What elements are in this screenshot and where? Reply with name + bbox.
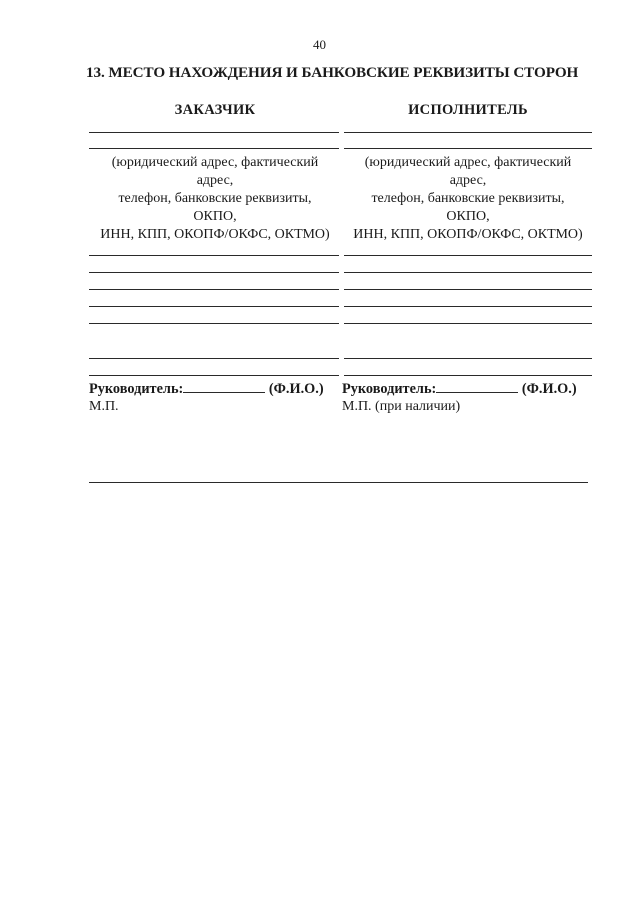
hint-line: ИНН, КПП, ОКОПФ/ОКФС, ОКТМО) (353, 227, 583, 242)
contractor-requisites-line-7 (344, 375, 592, 376)
contractor-head-label: Руководитель: (342, 381, 437, 397)
customer-signature-row (89, 381, 341, 398)
customer-seal-label: М.П. (89, 399, 119, 414)
contractor-requisites-line-2 (344, 272, 592, 273)
contractor-requisites-line-5 (344, 323, 592, 324)
hint-line: адрес, (449, 173, 487, 188)
contractor-requisites-line-6 (344, 358, 592, 359)
contractor-requisites-line-1 (344, 255, 592, 256)
bottom-separator-line (89, 482, 588, 483)
hint-line: телефон, банковские реквизиты, (371, 191, 565, 206)
contractor-name-line-1 (344, 132, 592, 133)
customer-requisites-line-3 (89, 289, 339, 290)
hint-line: ОКПО, (446, 209, 490, 224)
hint-line: (юридический адрес, фактический (364, 155, 572, 170)
customer-heading: ЗАКАЗЧИК (174, 102, 256, 118)
contractor-seal-label: М.П. (при наличии) (342, 399, 461, 414)
customer-requisites-hint (89, 154, 341, 244)
customer-requisites-line-4 (89, 306, 339, 307)
customer-requisites-line-2 (89, 272, 339, 273)
hint-line: телефон, банковские реквизиты, (118, 191, 312, 206)
contractor-heading: ИСПОЛНИТЕЛЬ (408, 102, 528, 118)
customer-name-line-1 (89, 132, 339, 133)
hint-line: ИНН, КПП, ОКОПФ/ОКФС, ОКТМО) (100, 227, 330, 242)
customer-requisites-line-5 (89, 323, 339, 324)
hint-line: адрес, (196, 173, 234, 188)
contractor-fio-label: (Ф.И.О.) (521, 381, 577, 397)
contractor-requisites-line-3 (344, 289, 592, 290)
contractor-requisites-line-4 (344, 306, 592, 307)
customer-signature-blank (183, 382, 265, 393)
customer-requisites-line-1 (89, 255, 339, 256)
hint-line: (юридический адрес, фактический (111, 155, 319, 170)
hint-line: ОКПО, (193, 209, 237, 224)
contractor-requisites-hint (342, 154, 594, 244)
customer-fio-label: (Ф.И.О.) (268, 381, 324, 397)
customer-head-label: Руководитель: (89, 381, 184, 397)
customer-requisites-line-7 (89, 375, 339, 376)
contractor-signature-blank (436, 382, 518, 393)
contractor-name-line-2 (344, 148, 592, 149)
customer-requisites-line-6 (89, 358, 339, 359)
customer-name-line-2 (89, 148, 339, 149)
page-number: 40 (313, 37, 326, 52)
section-title: 13. МЕСТО НАХОЖДЕНИЯ И БАНКОВСКИЕ РЕКВИЗИТЫ СТОРОН (86, 64, 579, 81)
contractor-signature-row (342, 381, 594, 398)
